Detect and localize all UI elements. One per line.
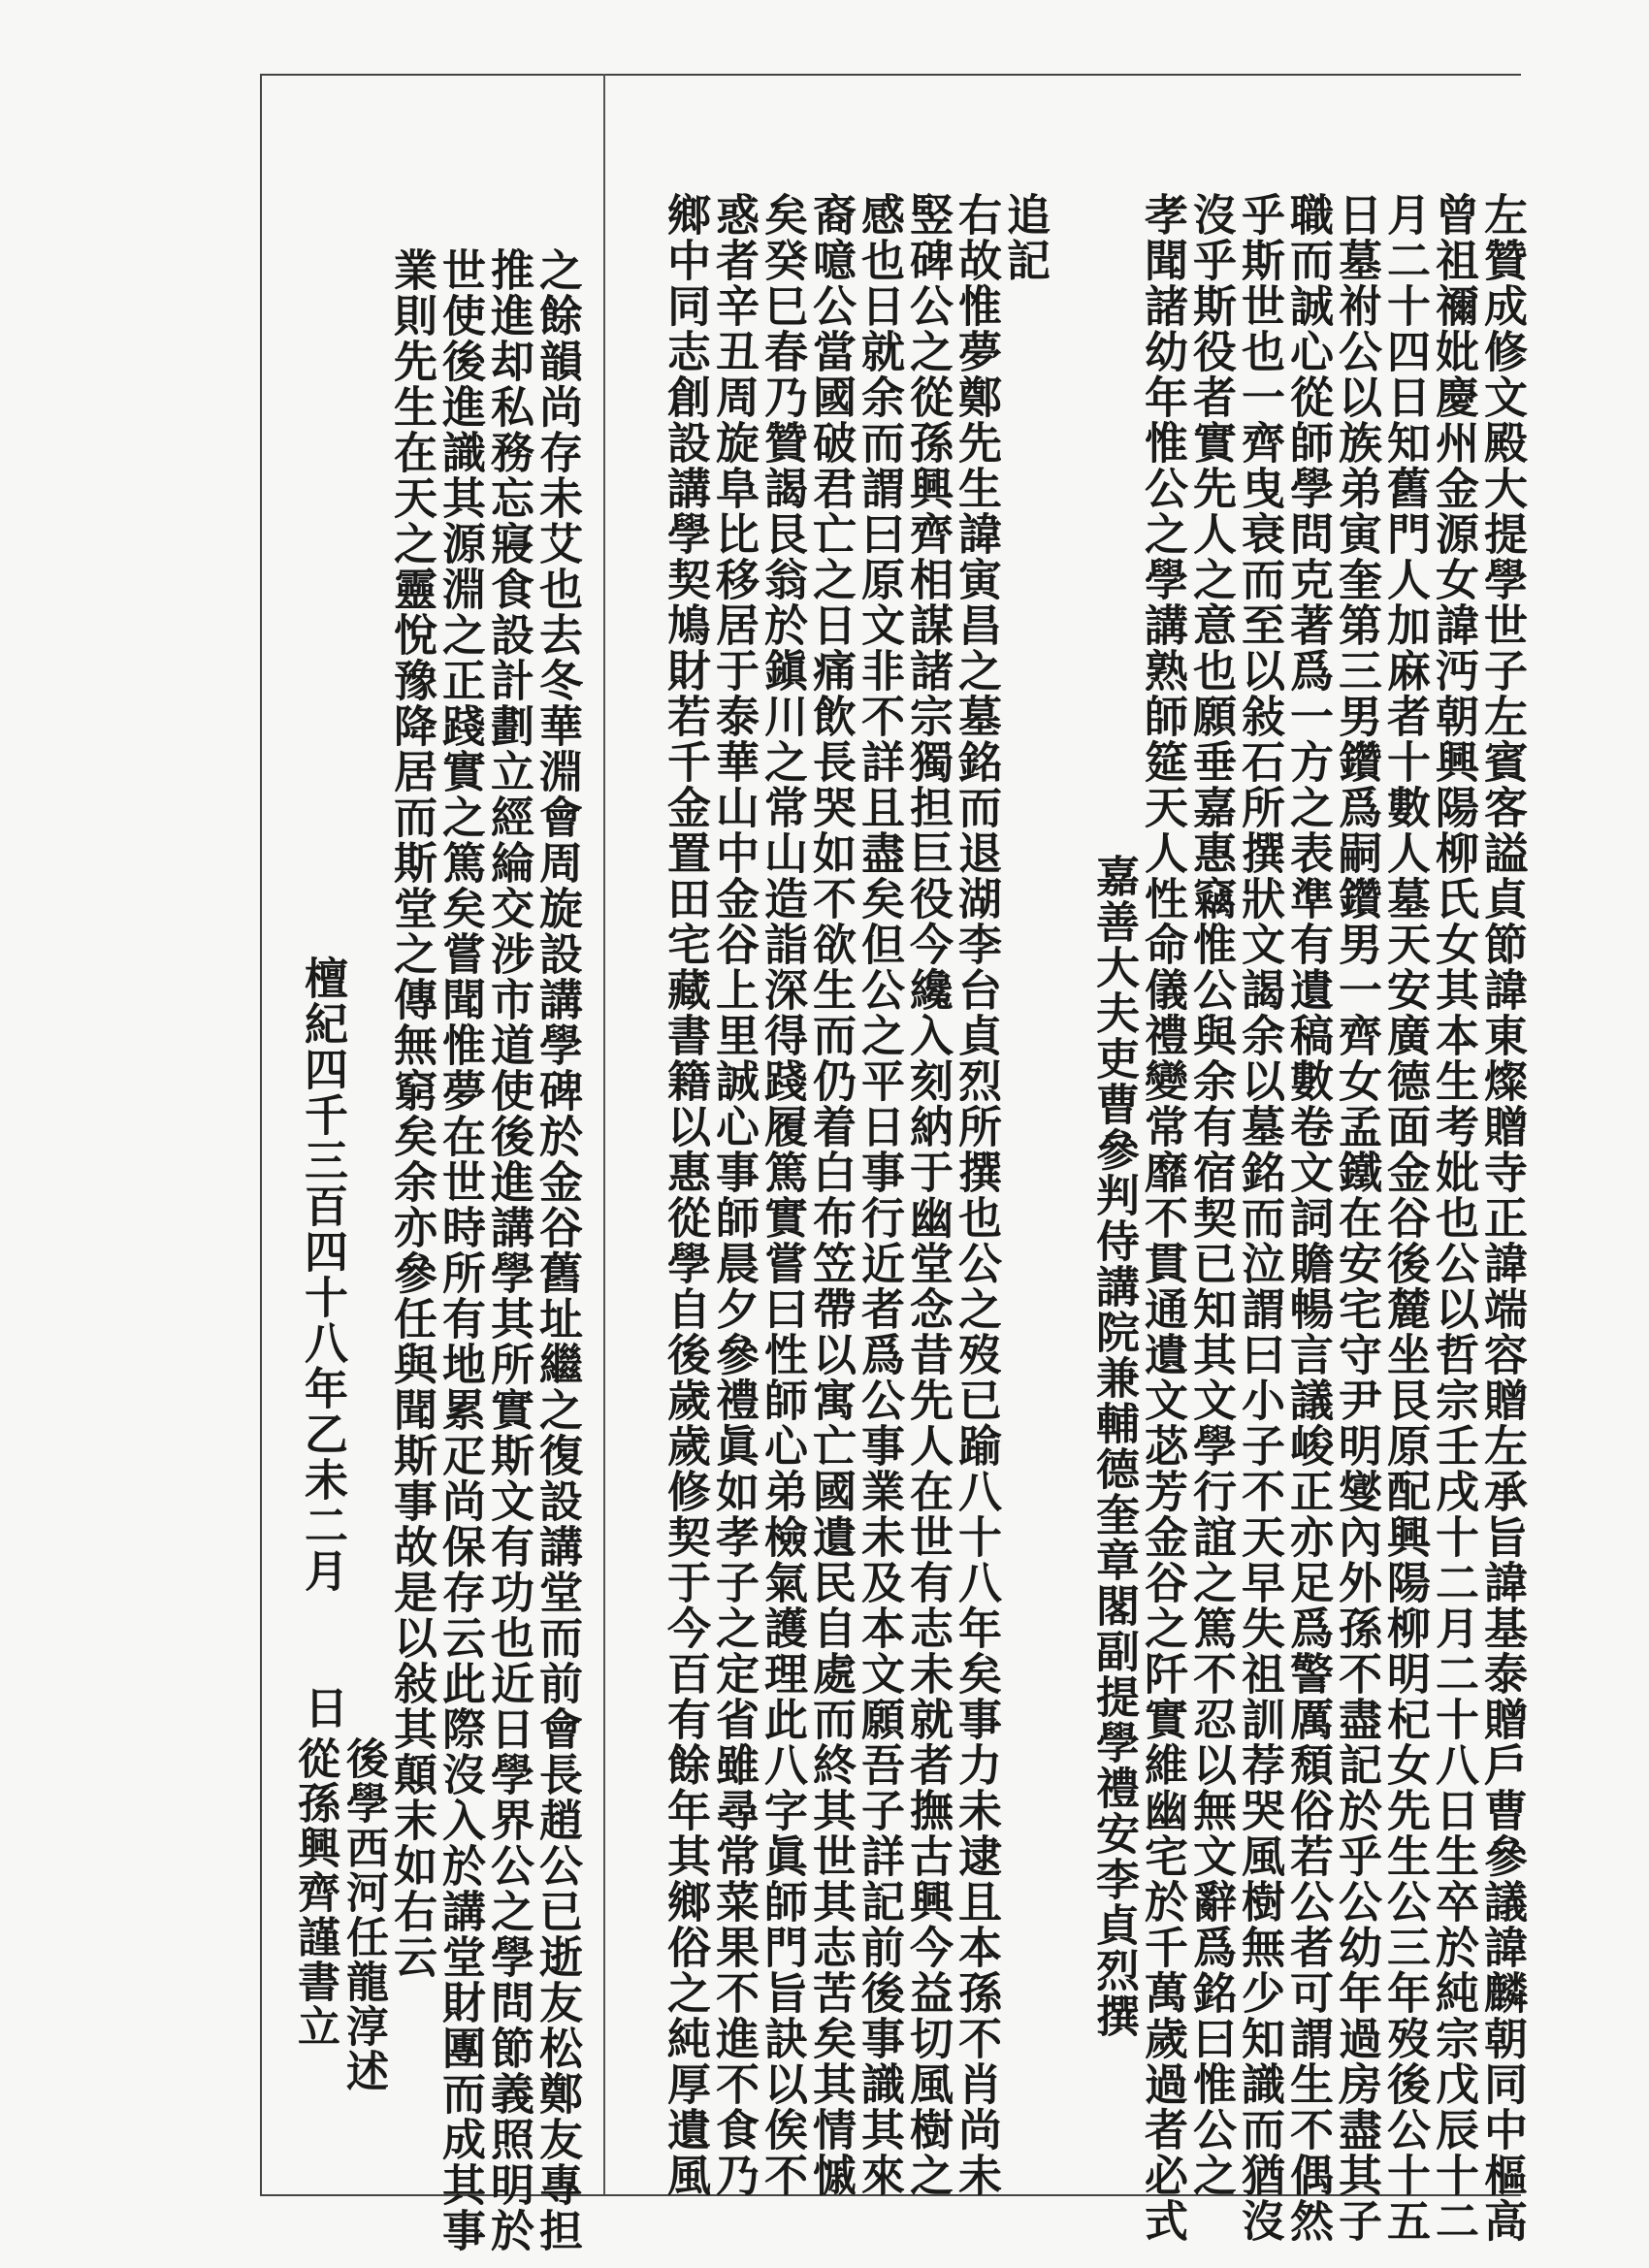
- postscript-column-10: 世使後進識其源淵之正踐實之篤矣嘗聞惟夢在世時所有地累疋尚保存云此際沒入於講堂財團而成其事: [435, 247, 486, 2253]
- epitaph-column-7: 沒乎斯役者實先人之意也願垂嘉惠竊惟公與余有宿契已知其文學行誼之篤不忍以無文辭爲銘曰惟公之: [1185, 192, 1237, 2198]
- postscript-column-6: 惑者辛丑周旋阜比移居于泰華山中金谷上里誠心事師晨夕參禮眞如孝子之定省雖尋常菜果不進不食乃: [708, 192, 760, 2198]
- postscript-column-8: 之餘韻尚存未艾也去冬華淵會周旋設講學碑於金谷舊址繼之復設講堂而前會長趙公已逝友松鄭友專担: [532, 247, 583, 2253]
- section-divider-rule: [603, 74, 605, 2194]
- date-line: 檀紀四千三百四十八年乙未二月 日: [297, 956, 348, 1731]
- postscript-column-4: 裔噫公當國破君亡之日痛飲長哭如不欲生而仍着白布笠帶以寓亡國遺民自處而終其世其志苦矣其情慽: [805, 192, 857, 2198]
- epitaph-column-3: 月二十四日知舊門人加麻者十數人墓天安廣德面金谷後麓坐艮原配興陽柳明杞女先生公三年歿後公十五: [1379, 192, 1431, 2244]
- postscript-column-2: 竪碑公之從孫興齊相謀諸宗獨担巨役今纔入刻納于幽堂念昔先人在世有志未就者撫古興今益切風樹之: [902, 192, 954, 2198]
- frame-left-rule: [260, 74, 262, 2194]
- epitaph-column-5: 職而誠心從師學問克著爲一方之表準有遺稿數卷文詞贍暢言議峻正亦足爲警厲頹俗若公者可謂生不偶然: [1282, 192, 1334, 2244]
- author-credit: 嘉善大夫吏曹參判侍講院兼輔德奎章閣副提學禮安李貞烈撰: [1088, 854, 1140, 2039]
- postscript-column-1: 右故惟夢鄭先生諱寅昌之墓銘而退湖李台貞烈所撰也公之歿已踰八十八年矣事力未逮且本孫不肖尚未: [951, 192, 1002, 2198]
- calligrapher-credit: 從孫興齊謹書立: [290, 1736, 340, 2049]
- epitaph-column-8: 孝聞諸幼年惟公之學講熟師筵天人性命儀禮變常靡不貫通遺文苾芳金谷之阡實維幽宅於千萬歲過者必式: [1137, 192, 1188, 2244]
- postscript-column-5: 矣癸巳春乃贊謁艮翁於鎭川之常山造詣深得踐履篤實嘗曰性師心弟檢氣護理此八字眞師門旨訣以俟不: [757, 192, 808, 2198]
- postscript-column-3: 感也日就余而謂曰原文非不詳且盡矣但公之平日事行近者爲公事業未及本文願吾子詳記前後事識其來: [854, 192, 905, 2198]
- epitaph-column-2: 曾祖禰妣慶州金源女諱沔朝興陽柳氏女其本生考妣也公以哲宗壬戌十二月二十八日生卒於純宗戊辰十二: [1428, 192, 1479, 2244]
- frame-top-rule: [260, 74, 1521, 76]
- narrator-credit: 後學西河任龍淳述: [339, 1736, 388, 2093]
- postscript-column-7: 鄉中同志創設講學契鳩財若千金置田宅藏書籍以惠從學自後歲歲修契于今百有餘年其鄉俗之純厚遺風: [660, 192, 711, 2198]
- epitaph-column-6: 乎斯世也一齊曳衰而至以敍石所撰狀文謁余以墓銘而泣謂曰小子不天早失祖訓荐哭風樹無少知識而猶沒: [1234, 192, 1285, 2244]
- postscript-column-11: 業則先生在天之靈悅豫降居而斯堂之傳無窮矣余亦參任與聞斯事故是以敍其顛末如右云: [386, 247, 437, 1980]
- postscript-heading: 追記: [999, 192, 1051, 283]
- epitaph-column-4: 日墓祔公以族弟寅奎第三男鑽爲嗣鑽男一齊女孟鐵在安宅守尹明燮內外孫不盡記於乎公幼年過房盡其子: [1331, 192, 1382, 2244]
- epitaph-column-1: 左贊成修文殿大提學世子左賓客謚貞節諱東燦贈寺正諱端容贈左承旨諱基泰贈戶曹參議諱麟朝同中樞高: [1476, 192, 1528, 2244]
- postscript-column-9: 推進却私務忘寢食設計劃立經綸交涉市道使後進講學其所實斯文有功也近日學界公之學問節義照明於: [483, 247, 534, 2253]
